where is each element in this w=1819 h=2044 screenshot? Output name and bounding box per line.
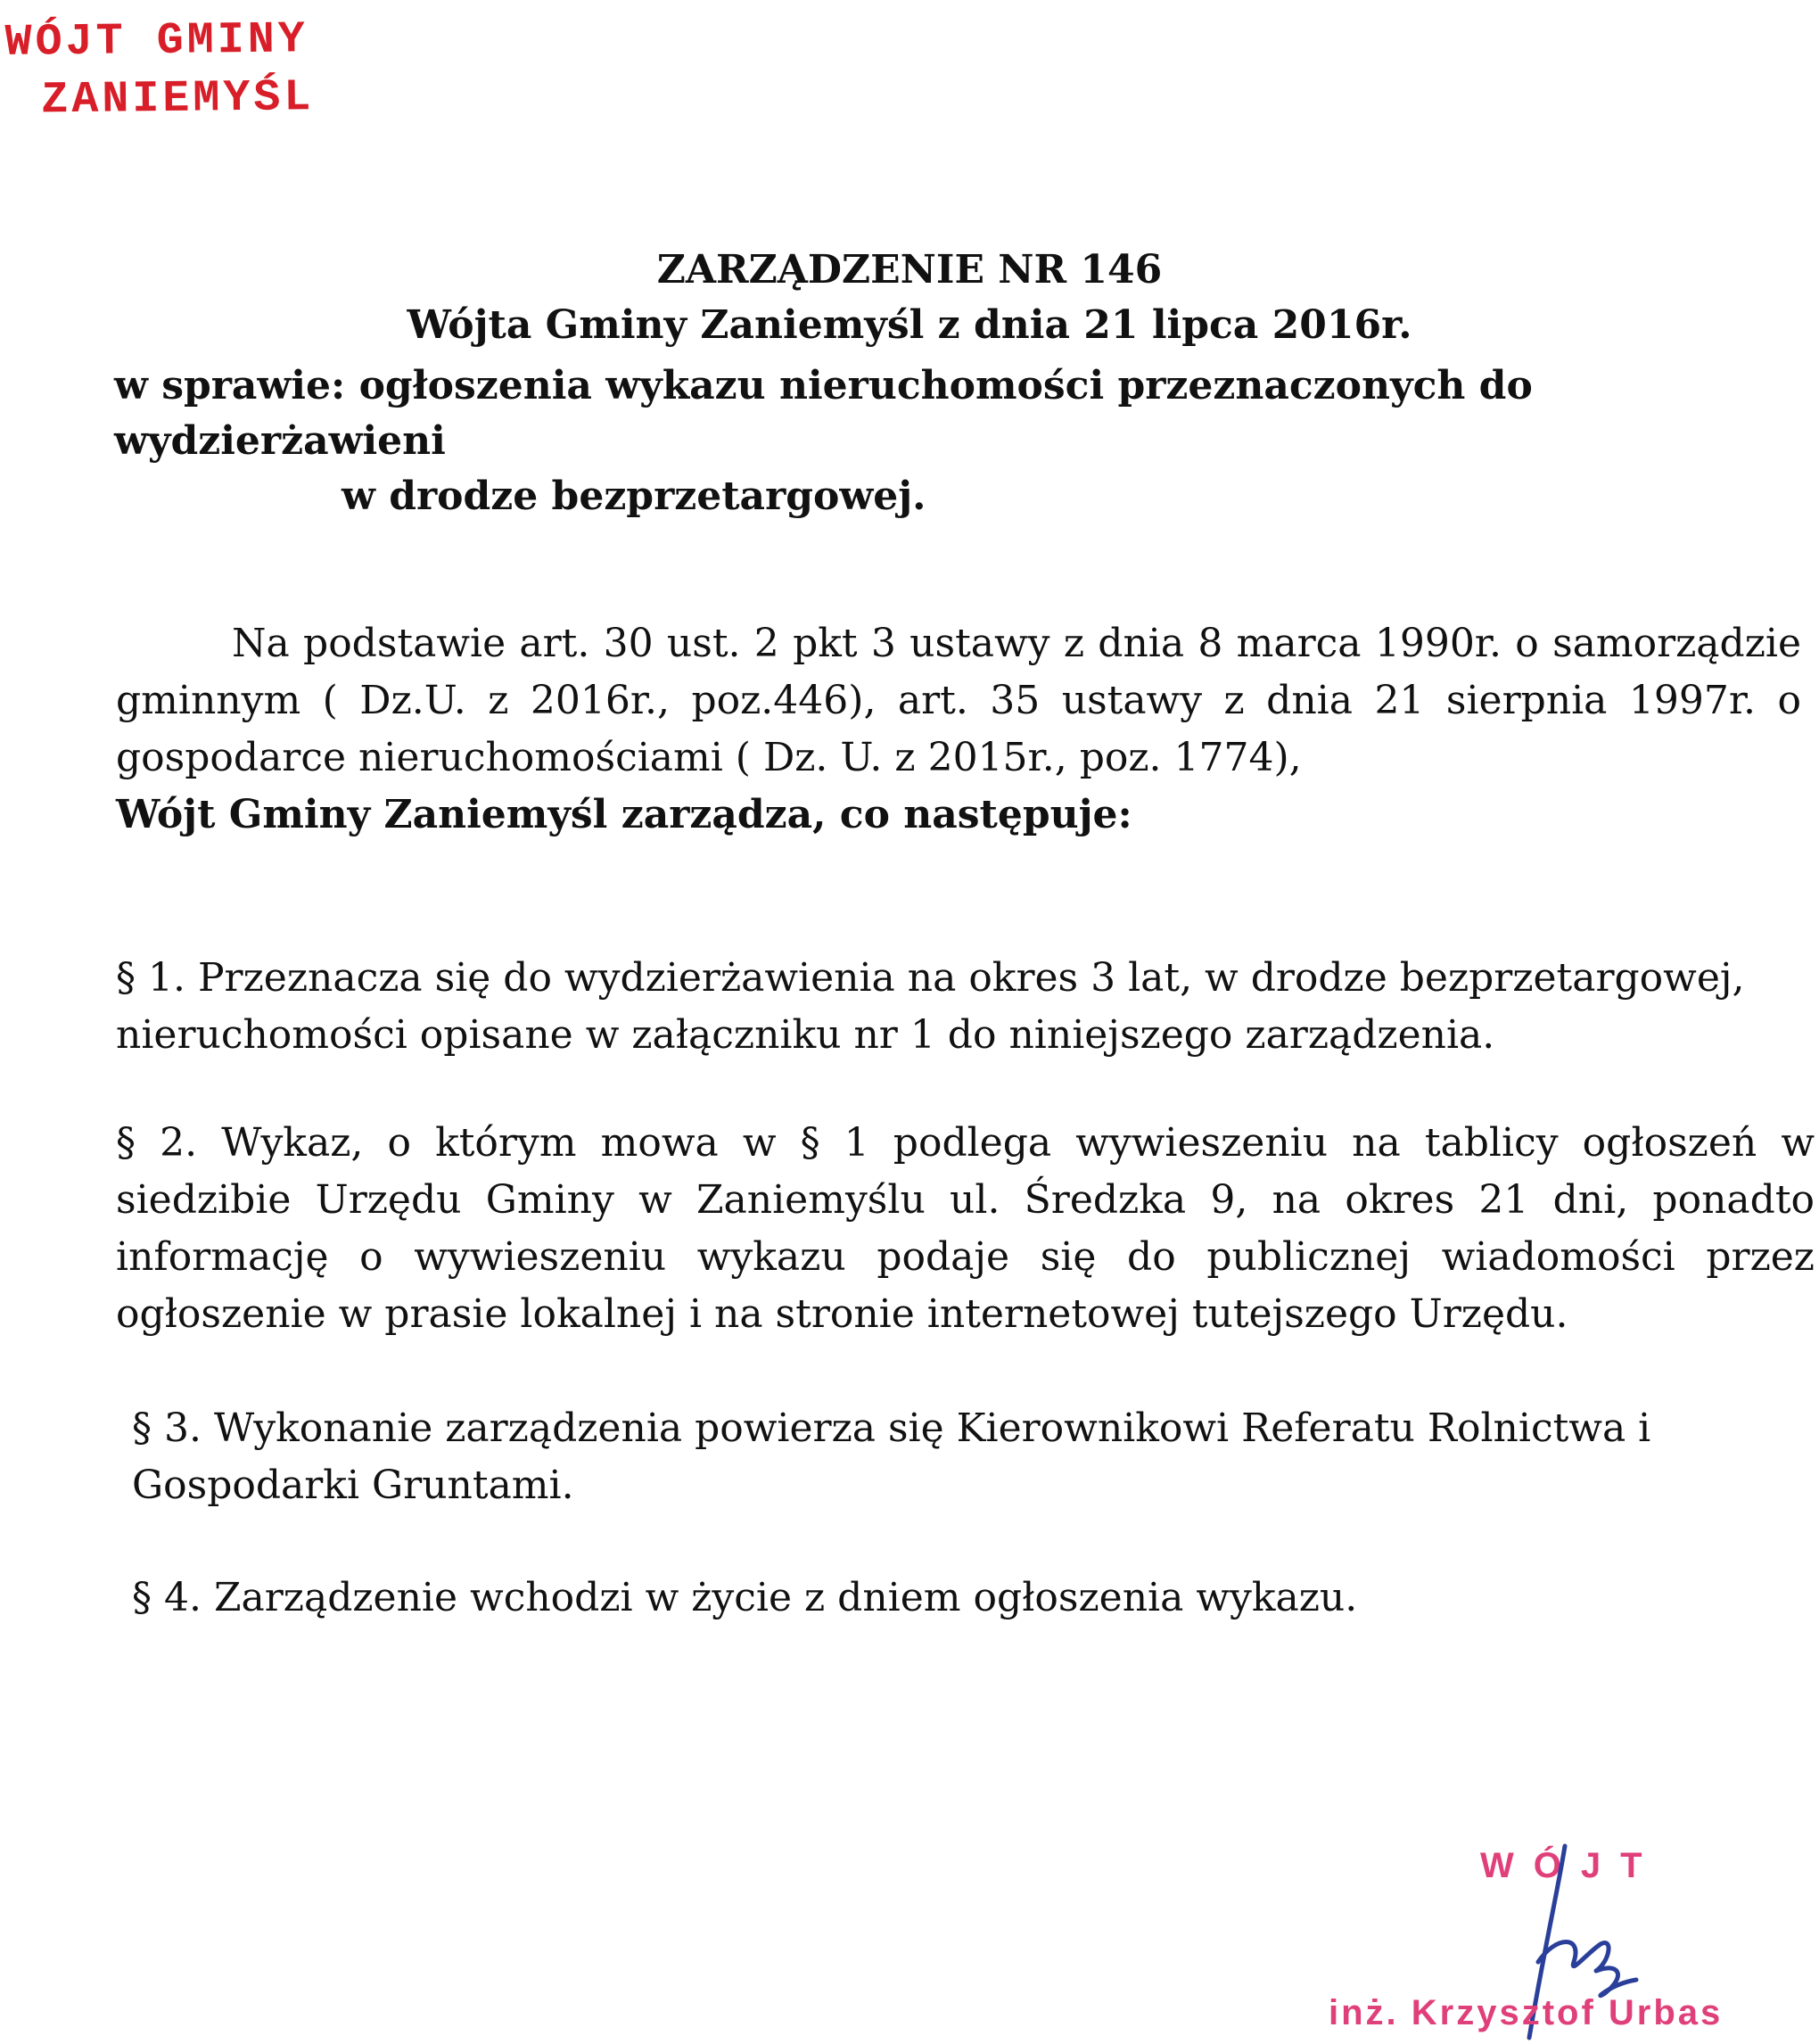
signatory-name: inż. Krzysztof Urbas	[1329, 1993, 1724, 2032]
signature-title: WÓJT	[1480, 1846, 1662, 1885]
section-1: § 1. Przeznacza się do wydzierżawienia na okres 3 lat, w drodze bezprzetargowej, nieruchomości opisane w załączniku nr 1 do niniejszego zarządzenia.	[116, 955, 1745, 1058]
subject-line-1: w sprawie: ogłoszenia wykazu nieruchomości przeznaczonych do wydzierżawieni	[114, 363, 1533, 464]
document-issuer: Wójta Gminy Zaniemyśl z dnia 21 lipca 2016r.	[407, 302, 1412, 348]
legal-basis	[116, 615, 1801, 844]
legal-basis-text: Na podstawie art. 30 ust. 2 pkt 3 ustawy z dnia 8 marca 1990r. o samorządzie gminnym ( Dz.U. z 2016r., poz.446), art. 35 ustawy z dnia 21 sierpnia 1997r. o gospodarce nieruchomościami ( Dz. U. z 2015r., poz. 1774),	[116, 621, 1801, 780]
document-title: ZARZĄDZENIE NR 146	[656, 247, 1163, 293]
section-2: § 2. Wykaz, o którym mowa w § 1 podlega wywieszeniu na tablicy ogłoszeń w siedzibie Urzędu Gminy w Zaniemyślu ul. Średzka 9, na okres 21 dni, ponadto informację o wywieszeniu wykazu podaje się do publicznej wiadomości przez ogłoszenie w prasie lokalnej i na stronie internetowej tutejszego Urzędu.	[116, 1120, 1815, 1337]
document-subject	[114, 359, 1808, 524]
office-stamp	[4, 11, 314, 130]
stamp-line-2: ZANIEMYŚL	[41, 72, 315, 127]
document-header	[0, 243, 1819, 519]
section-4: § 4. Zarządzenie wchodzi w życie z dniem ogłoszenia wykazu.	[132, 1575, 1358, 1620]
signature-block	[1302, 1828, 1819, 2042]
subject-line-2: w drodze bezprzetargowej.	[342, 474, 926, 519]
stamp-line-1: WÓJT GMINY	[4, 14, 309, 69]
section-3: § 3. Wykonanie zarządzenia powierza się Kierownikowi Referatu Rolnictwa i Gospodarki Gruntami.	[132, 1405, 1651, 1508]
decree-statement: Wójt Gminy Zaniemyśl zarządza, co następuje:	[116, 792, 1132, 837]
